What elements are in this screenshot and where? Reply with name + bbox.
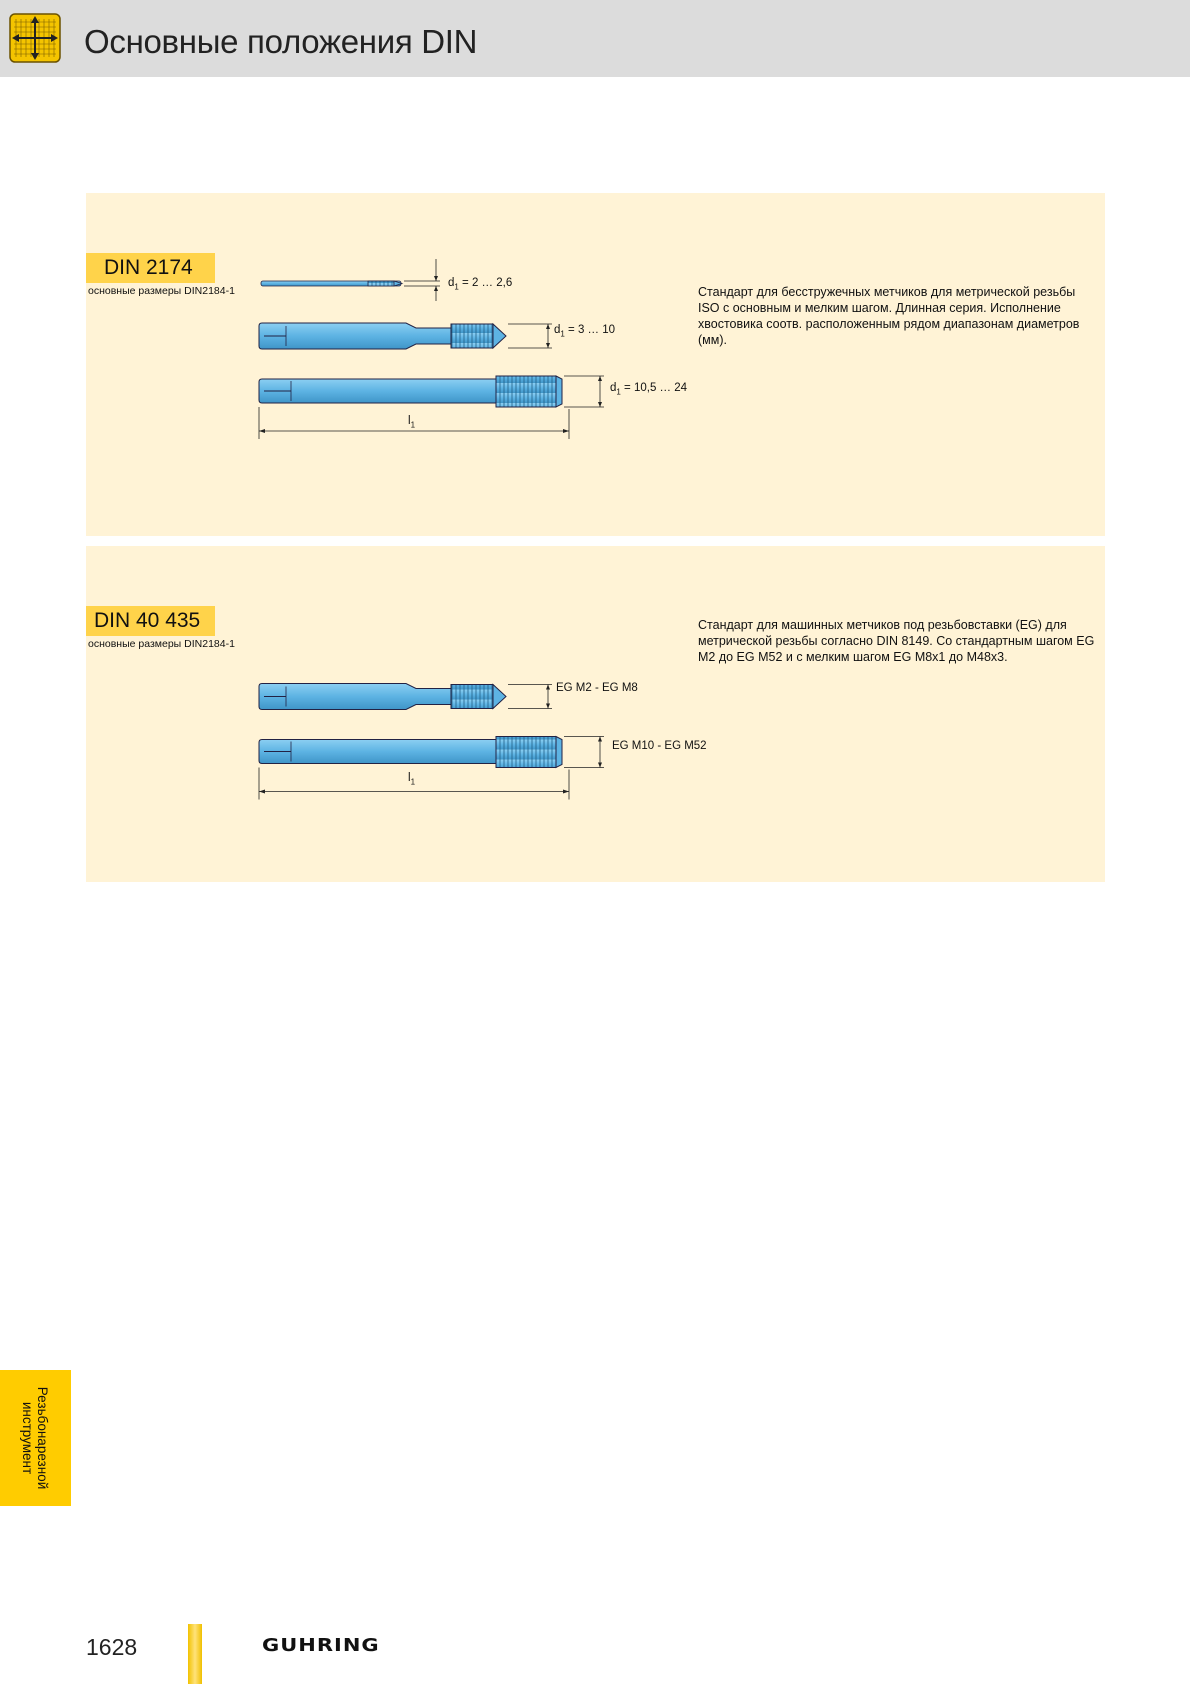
page-header (0, 0, 1190, 77)
tap-medium (259, 323, 506, 349)
footer-accent-bar (188, 1624, 202, 1684)
section-tab-label: Резьбонарезной инструмент (20, 1386, 50, 1490)
din-2174-panel (86, 193, 1105, 536)
tap-drawing (86, 193, 1105, 536)
brand-logo: GUHRING (262, 1634, 380, 1656)
d1-large-value: 10,5 … 24 (633, 382, 688, 394)
din-40435-panel (86, 546, 1105, 882)
d1-small-value: 2 … 2,6 (471, 277, 513, 289)
tap-large (259, 376, 562, 407)
d1-large-label: $d_1 = 10,5$ … 24 (610, 382, 688, 397)
length-letter: l (408, 415, 411, 427)
din-tag: DIN 2174 (86, 253, 215, 283)
dimension-grid-icon (9, 13, 61, 63)
length-label: $l_1$ (408, 415, 416, 430)
length-label: $l_1$ (408, 772, 416, 787)
tap-medium (259, 684, 506, 710)
tap-drawing (86, 546, 1105, 889)
din-tag: DIN 40 435 (86, 606, 215, 636)
d1-medium-label: $d_1 = 3$ … 10 (554, 324, 616, 339)
d1-small-label: $d_1 = 2$ … 2,6 (448, 277, 513, 292)
din-description: Стандарт для бесстружечных метчиков для метрической резьбы ISO с основным и мелким шагом. Длинная серия. Исполнение хвостовика соотв. расположенным рядом диапазонам диаметров (мм). (698, 285, 1080, 347)
din-subtitle: основные размеры DIN2184-1 (88, 638, 235, 650)
page-number: 1628 (86, 1634, 138, 1660)
din-description: Стандарт для машинных метчиков под резьбовставки (EG) для метрической резьбы согласно DIN 8149. Со стандартным шагом EG M2 до EG M52 и с мелким шагом EG M8x1 до M48x3. (698, 618, 1095, 664)
eg-range-large: EG M10 - EG M52 (612, 740, 707, 752)
page-title: Основные положения DIN (84, 23, 478, 60)
tap-small (261, 281, 402, 286)
eg-range-small: EG M2 - EG M8 (556, 682, 638, 694)
section-tab[interactable] (0, 1370, 71, 1506)
tap-large (259, 737, 562, 768)
d1-medium-value: 3 … 10 (577, 324, 616, 336)
din-subtitle: основные размеры DIN2184-1 (88, 285, 235, 297)
length-letter: l (408, 772, 411, 784)
